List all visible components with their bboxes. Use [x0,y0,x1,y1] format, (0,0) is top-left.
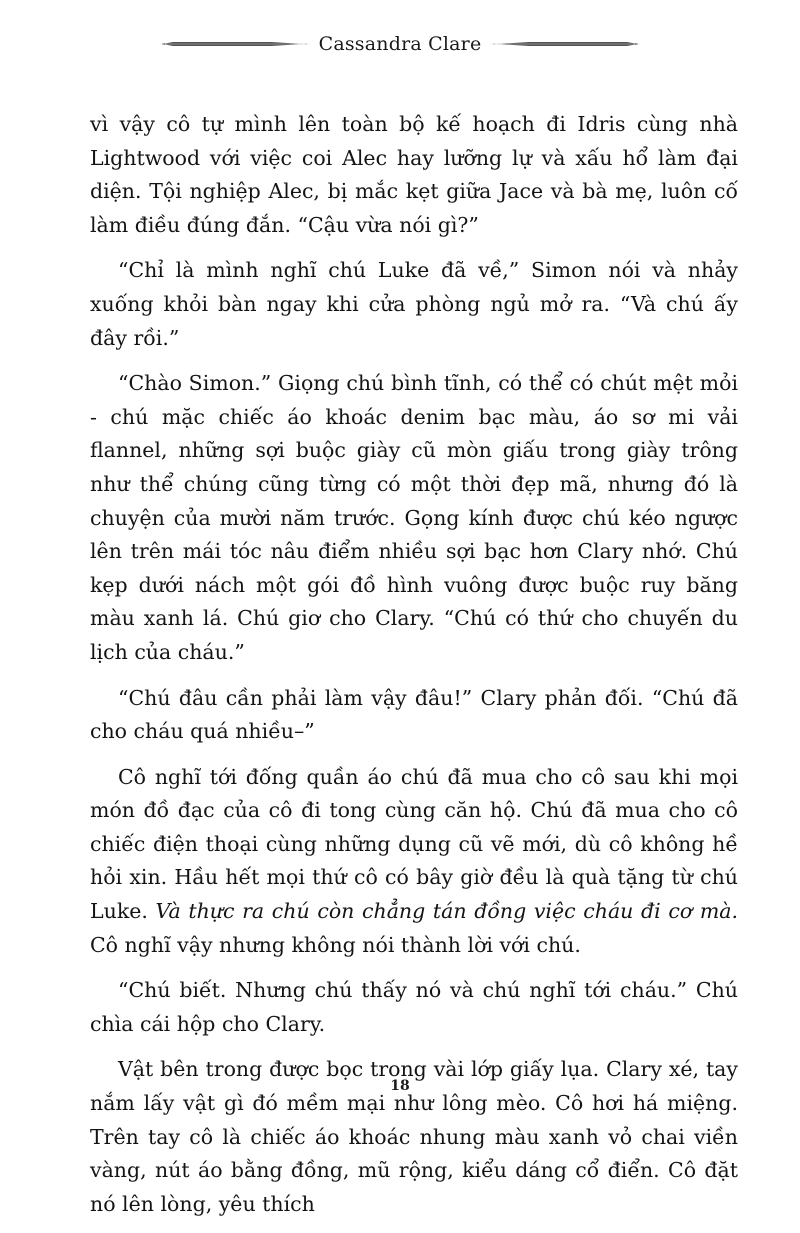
page-body [90,108,738,1233]
paragraph-5-italic-thought: Và thực ra chú còn chẳng tán đồng việc cháu đi cơ mà. [155,899,739,924]
paragraph-3: “Chào Simon.” Giọng chú bình tĩnh, có thể có chút mệt mỏi - chú mặc chiếc áo khoác denim bạc màu, áo sơ mi vải flannel, những sợi buộc giày cũ mòn giấu trong giày trông như thể chúng cũng từng có một thời đẹp mã, nhưng đó là chuyện của mười năm trước. Gọng kính được chú kéo ngược lên trên mái tóc nâu điểm nhiều sợi bạc hơn Clary nhớ. Chú kẹp dưới nách một gói đồ hình vuông được buộc ruy băng màu xanh lá. Chú giơ cho Clary. “Chú có thứ cho chuyến du lịch của cháu.” [90,371,738,664]
paragraph-1: vì vậy cô tự mình lên toàn bộ kế hoạch đi Idris cùng nhà Lightwood với việc coi Alec hay lưỡng lự và xấu hổ làm đại diện. Tội nghiệp Alec, bị mắc kẹt giữa Jace và bà mẹ, luôn cố làm điều đúng đắn. “Cậu vừa nói gì?” [90,112,738,237]
page-number: 18 [390,1078,410,1094]
paragraph-7: Vật bên trong được bọc trong vài lớp giấy lụa. Clary xé, tay nắm lấy vật gì đó mềm mại như lông mèo. Cô hơi há miệng. Trên tay cô là chiếc áo khoác nhung màu xanh vỏ chai viền vàng, nút áo bằng đồng, mũ rộng, kiểu dáng cổ điển. Cô đặt nó lên lòng, yêu thích [90,1057,738,1216]
header-title: Cassandra Clare [318,33,482,55]
header-ornament-left [161,39,309,49]
paragraph-2: “Chỉ là mình nghĩ chú Luke đã về,” Simon nói và nhảy xuống khỏi bàn ngay khi cửa phòng ngủ mở ra. “Và chú ấy đây rồi.” [90,258,738,350]
paragraph-5 [90,761,738,963]
header-ornament-right [491,39,639,49]
paragraph-4: “Chú đâu cần phải làm vậy đâu!” Clary phản đối. “Chú đã cho cháu quá nhiều–” [90,685,738,744]
paragraph-5-text: Cô nghĩ tới đống quần áo chú đã mua cho cô sau khi mọi món đồ đạc của cô đi tong cùng căn hộ. Chú đã mua cho cô chiếc điện thoại cùng những dụng cũ vẽ mới, dù cô không hề hỏi xin. Hầu hết mọi thứ cô có bây giờ đều là quà tặng từ chú Luke. [90,764,738,924]
paragraph-6: “Chú biết. Nhưng chú thấy nó và chú nghĩ tới cháu.” Chú chìa cái hộp cho Clary. [90,978,738,1036]
paragraph-5-text-end: Cô nghĩ vậy nhưng không nói thành lời với chú. [90,932,581,957]
running-header [0,28,800,60]
